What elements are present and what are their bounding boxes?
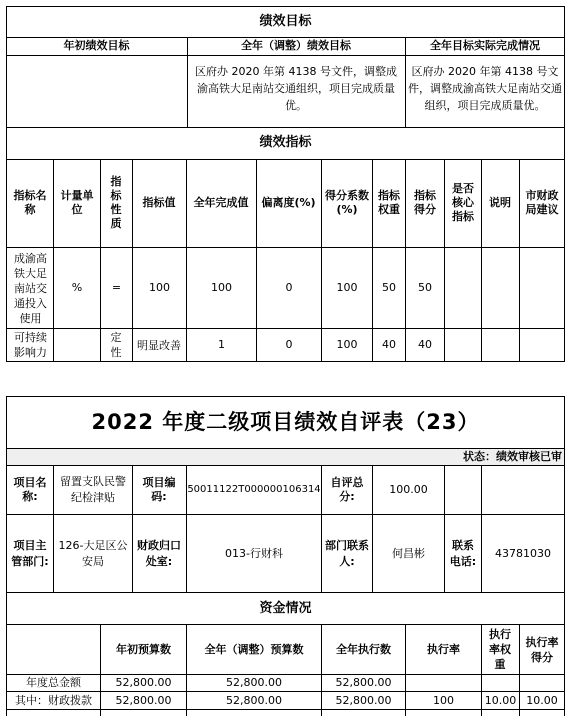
self-score-value: 100.00 [389, 483, 428, 496]
indicator-header-coef: 得分系数(%) [325, 189, 369, 216]
indicator-row2-deviation: 0 [285, 338, 293, 351]
funds-header-executed: 全年执行数 [336, 642, 391, 656]
indicator-row1-weight: 50 [382, 281, 396, 294]
actual-completion-text: 区府办 2020 年第 4138 号文件，调整成渝高铁大足南站交通组织，项目完成质量优。 [408, 64, 562, 112]
indicator-row2-actual: 1 [218, 338, 225, 351]
indicator-header-note: 说明 [489, 196, 511, 209]
indicator-header-core: 是否核心指标 [452, 182, 474, 223]
status-text: 状态：绩效审核已审 [463, 450, 562, 463]
contact-value: 何昌彬 [392, 546, 425, 560]
project-code-value: 50011122T000000106314 [187, 484, 321, 495]
funds-title: 资金情况 [259, 600, 312, 616]
project-name-value: 留置支队民警纪检津贴 [60, 475, 126, 504]
indicators-title: 绩效指标 [259, 135, 312, 150]
indicator-header-unit: 计量单位 [60, 189, 94, 216]
funds-row2-rate: 100 [433, 693, 454, 707]
funds-header-adjusted: 全年（调整）预算数 [204, 642, 304, 656]
funds-row1-executed: 52,800.00 [335, 676, 392, 689]
indicator-row1-value: 100 [149, 281, 170, 294]
indicator-row1-unit: % [71, 281, 83, 294]
project-code-label: 项目编码: [142, 476, 176, 503]
indicator-row2-score: 40 [418, 338, 432, 351]
funds-header-initial: 年初预算数 [116, 642, 171, 656]
funds-row2-score: 10.00 [526, 693, 558, 707]
indicator-header-value: 指标值 [142, 196, 176, 209]
funds-row1-adjusted: 52,800.00 [226, 676, 282, 689]
indicator-row1-coef: 100 [336, 281, 358, 294]
funds-row2-executed: 52,800.00 [335, 693, 392, 707]
indicator-row2-weight: 40 [382, 338, 396, 351]
contact-label: 部门联系人: [325, 538, 369, 568]
dept-value: 126-大足区公安局 [58, 538, 128, 568]
indicator-row2-name: 可持续影响力 [14, 331, 47, 359]
indicator-header-deviation: 偏离度(%) [261, 196, 316, 209]
performance-goals-title: 绩效目标 [259, 13, 312, 29]
funds-header-weight: 执行率权重 [489, 628, 511, 671]
indicator-row1-name: 成渝高铁大足南站交通投入使用 [14, 251, 47, 325]
form-title: 2022 年度二级项目绩效自评表（23） [91, 410, 480, 434]
finance-office-value: 013-行财科 [225, 546, 283, 560]
phone-label: 联系电话: [449, 538, 477, 568]
adjusted-goal-header: 全年（调整）绩效目标 [241, 39, 351, 52]
actual-completion-header: 全年目标实际完成情况 [430, 39, 540, 52]
adjusted-goal-text: 区府办 2020 年第 4138 号文件，调整成渝高铁大足南站交通组织，项目完成质量优。 [195, 64, 397, 112]
funds-header-rate: 执行率 [427, 642, 460, 656]
project-name-label: 项目名称: [13, 476, 47, 503]
funds-row2-weight: 10.00 [484, 693, 517, 707]
finance-office-label: 财政归口处室: [137, 538, 181, 568]
phone-value: 43781030 [495, 546, 551, 560]
indicator-header-score: 指标得分 [414, 189, 436, 216]
dept-label: 项目主管部门: [11, 538, 49, 568]
indicator-row1-actual: 100 [211, 281, 232, 294]
indicator-header-nature: 指标性质 [110, 175, 122, 230]
indicator-row2-nature: 定性 [110, 331, 122, 359]
funds-row1-initial: 52,800.00 [115, 676, 172, 689]
initial-goal-header: 年初绩效目标 [63, 39, 130, 52]
funds-row2-initial: 52,800.00 [115, 693, 172, 707]
funds-row2-label: 其中：财政拨款 [15, 693, 92, 707]
indicator-header-actual: 全年完成值 [193, 196, 249, 209]
indicator-row2-coef: 100 [336, 338, 358, 351]
funds-row2-adjusted: 52,800.00 [226, 693, 282, 707]
indicator-header-name: 指标名称 [13, 189, 47, 216]
indicator-row1-deviation: 0 [285, 281, 293, 294]
indicator-header-advice: 市财政局建议 [525, 189, 559, 216]
self-score-label: 自评总分: [330, 476, 364, 503]
indicator-header-weight: 指标权重 [378, 189, 400, 216]
indicator-row2-value: 明显改善 [137, 338, 181, 352]
indicator-row1-nature: = [111, 281, 122, 294]
funds-row1-label: 年度总金额 [26, 676, 81, 689]
funds-header-score: 执行率得分 [525, 635, 559, 664]
indicator-row1-score: 50 [418, 281, 432, 294]
